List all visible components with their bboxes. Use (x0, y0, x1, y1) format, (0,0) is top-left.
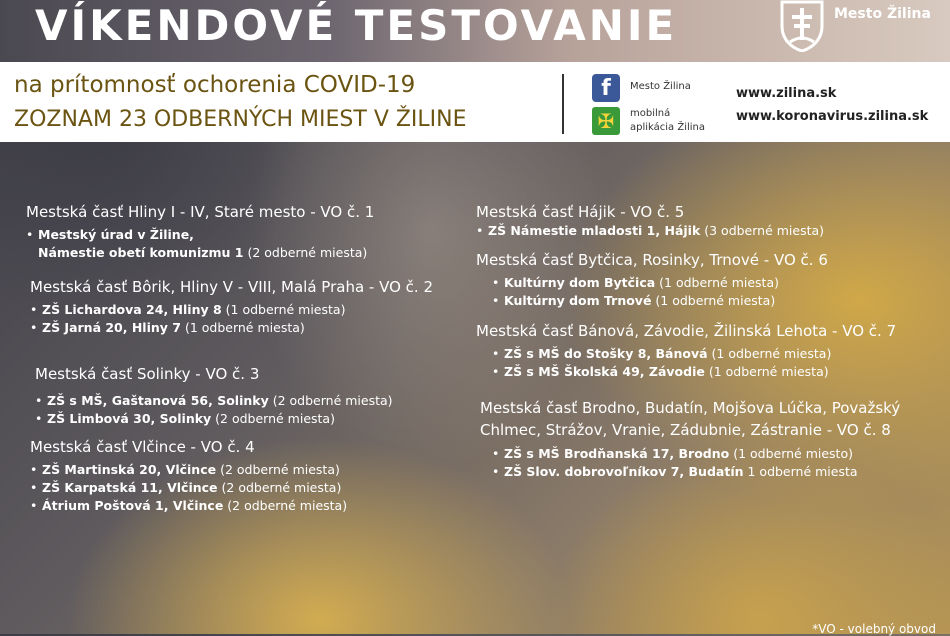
section-title: Mestská časť Brodno, Budatín, Mojšova Lúčka, Považský Chlmec, Strážov, Vranie, Zádubnie, Zástranie - VO č. 8 (480, 399, 901, 439)
list-item: • ZŠ Lichardova 24, Hliny 8 (1 odberné miesta) (30, 301, 433, 319)
city-coat-of-arms-icon (778, 0, 826, 52)
section-vo1 (26, 202, 374, 262)
section-vo2 (30, 277, 433, 337)
section-title: Mestská časť Vlčince - VO č. 4 (30, 438, 255, 456)
list-item: • ZŠ Jarná 20, Hliny 7 (1 odberné miesta) (30, 319, 433, 337)
section-vo4 (30, 437, 347, 515)
section-title: Mestská časť Bôrik, Hliny V - VIII, Malá Praha - VO č. 2 (30, 278, 433, 296)
page-title: VÍKENDOVÉ TESTOVANIE (35, 1, 678, 50)
list-item: • ZŠ s MŠ, Gaštanová 56, Solinky (2 odberné miesta) (35, 392, 393, 410)
list-item: • ZŠ Limbová 30, Solinky (2 odberné miesta) (35, 410, 393, 428)
list-item: • ZŠ Karpatská 11, Vlčince (2 odberné miesta) (30, 479, 347, 497)
section-vo8 (480, 397, 930, 481)
mobile-app-icon[interactable]: ✠ (592, 107, 620, 135)
section-title: Mestská časť Bánová, Závodie, Žilinská Lehota - VO č. 7 (476, 322, 897, 340)
list-item: • ZŠ Martinská 20, Vlčince (2 odberné miesta) (30, 461, 347, 479)
facebook-icon[interactable]: f (592, 74, 620, 102)
city-name: Mesto Žilina (834, 6, 931, 22)
list-item: • ZŠ s MŠ Brodňanská 17, Brodno (1 odberné miesto) (492, 445, 930, 463)
list-item: • Kultúrny dom Bytčica (1 odberné miesta) (492, 274, 828, 292)
section-title: Mestská časť Solinky - VO č. 3 (35, 365, 260, 383)
website-link[interactable]: www.zilina.sk (736, 86, 837, 101)
section-vo3 (35, 364, 393, 428)
facebook-label[interactable]: Mesto Žilina (630, 81, 691, 92)
app-label-line2[interactable]: aplikácia Žilina (630, 122, 706, 133)
list-item: • ZŠ s MŠ Školská 49, Závodie (1 odberné miesta) (492, 363, 896, 381)
divider (562, 74, 564, 134)
footnote: *VO - volebný obvod (812, 622, 936, 636)
section-title: Mestská časť Hájik - VO č. 5 (476, 203, 685, 221)
section-vo5 (476, 202, 824, 240)
list-item: • Mestský úrad v Žiline, (26, 226, 374, 244)
list-item: Námestie obetí komunizmu 1 (2 odberné miesta) (38, 245, 368, 260)
section-title: Mestská časť Hliny I - IV, Staré mesto - VO č. 1 (26, 203, 375, 221)
list-heading: ZOZNAM 23 ODBERNÝCH MIEST V ŽILINE (14, 107, 467, 132)
list-item: • ZŠ Slov. dobrovoľníkov 7, Budatín 1 odberné miesta (492, 463, 930, 481)
coronavirus-website-link[interactable]: www.koronavirus.zilina.sk (736, 109, 929, 124)
section-vo6 (476, 250, 828, 310)
list-item: • ZŠ s MŠ do Stošky 8, Bánová (1 odberné miesta) (492, 345, 896, 363)
list-item: • Kultúrny dom Trnové (1 odberné miesta) (492, 292, 828, 310)
subtitle: na prítomnosť ochorenia COVID-19 (14, 72, 416, 98)
section-title: Mestská časť Bytčica, Rosinky, Trnové - VO č. 6 (476, 251, 828, 269)
list-item: • Átrium Poštová 1, Vlčince (2 odberné miesta) (30, 497, 347, 515)
section-vo7 (476, 321, 896, 381)
app-label-line1[interactable]: mobilná (630, 108, 671, 119)
list-item: • ZŠ Námestie mladosti 1, Hájik (3 odberné miesta) (476, 222, 824, 240)
